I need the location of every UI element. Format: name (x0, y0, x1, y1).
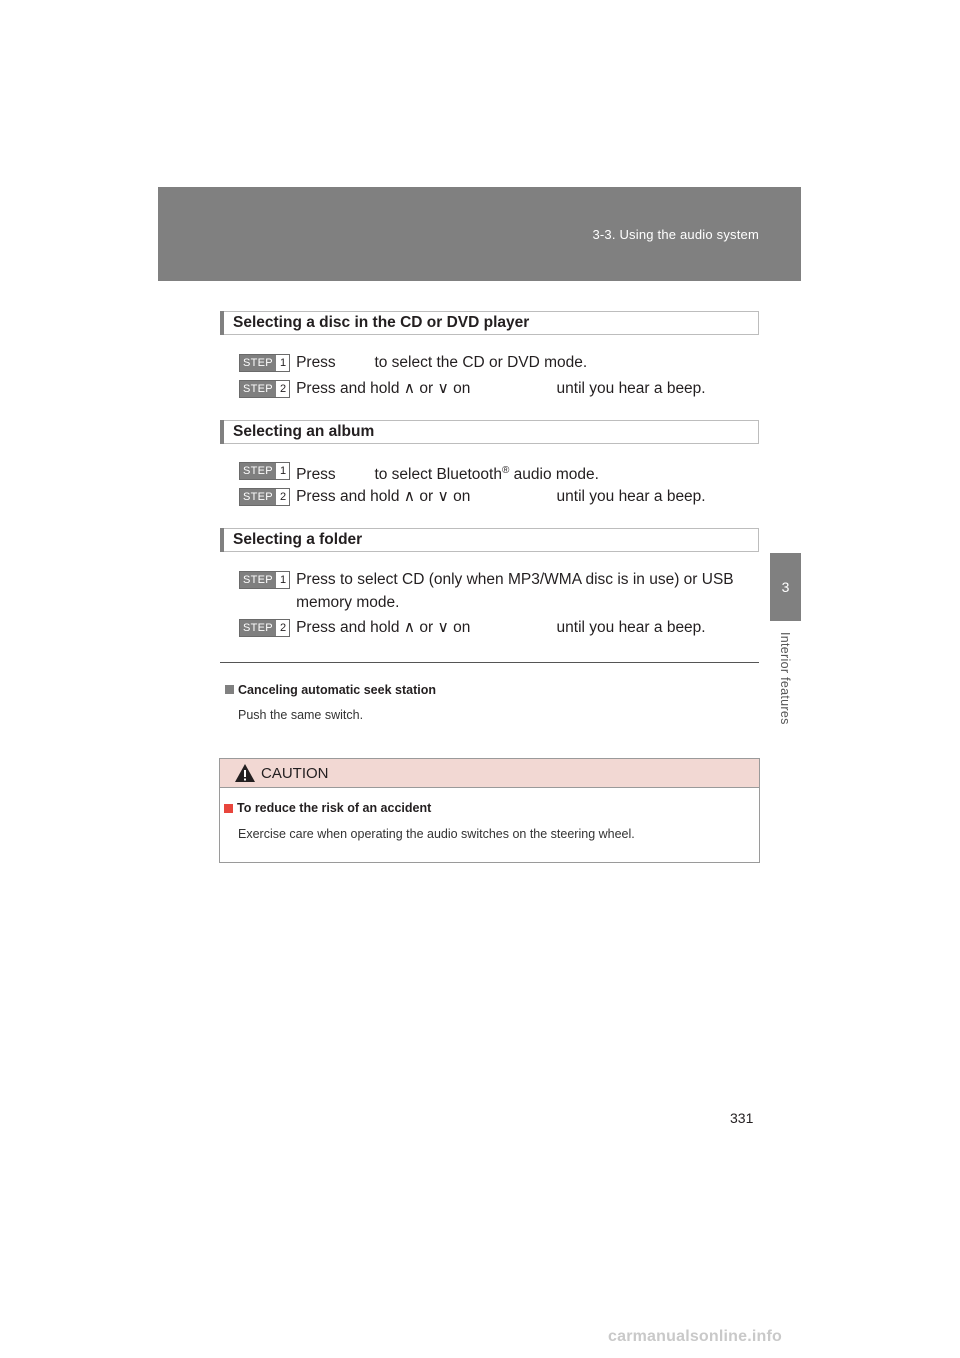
step-row (239, 459, 599, 486)
step-text: Press and hold ∧ or ∨ on until you hear a beep. (296, 488, 706, 505)
step-badge: STEP 1 (239, 462, 290, 480)
step-text: Press to select the CD or DVD mode. (296, 354, 588, 371)
step-row (239, 351, 587, 374)
caution-box (219, 758, 760, 863)
section-album (220, 420, 759, 444)
square-bullet-icon (225, 685, 234, 694)
step-text: Press to select Bluetooth® audio mode. (296, 465, 599, 484)
section-title: Selecting a folder (220, 528, 759, 552)
chapter-label: Interior features (778, 632, 792, 725)
header-title: 3-3. Using the audio system (592, 227, 759, 242)
step-row (239, 485, 706, 508)
chapter-tab: 3 (770, 553, 801, 621)
warning-triangle-icon (234, 763, 256, 783)
step-badge: STEP 1 (239, 354, 290, 372)
watermark: carmanualsonline.info (608, 1328, 783, 1345)
step-text: Press and hold ∧ or ∨ on until you hear a beep. (296, 619, 706, 636)
page-number: 331 (730, 1110, 754, 1126)
caution-title: To reduce the risk of an accident (224, 801, 431, 815)
section-title: Selecting a disc in the CD or DVD player (220, 311, 759, 335)
section-folder (220, 528, 759, 552)
note-title: Canceling automatic seek station (225, 683, 436, 697)
header-band (158, 187, 801, 281)
step-badge: STEP 2 (239, 380, 290, 398)
step-text: Press to select CD (only when MP3/WMA disc is in use) or USB memory mode. (296, 571, 734, 611)
step-text: Press and hold ∧ or ∨ on until you hear a beep. (296, 380, 706, 397)
step-badge: STEP 2 (239, 488, 290, 506)
step-row (239, 568, 760, 614)
step-row (239, 377, 706, 400)
caution-label: CAUTION (261, 764, 329, 782)
divider (220, 662, 759, 663)
step-badge: STEP 1 (239, 571, 290, 589)
note-body: Push the same switch. (238, 708, 364, 722)
step-badge: STEP 2 (239, 619, 290, 637)
caution-body: Exercise care when operating the audio switches on the steering wheel. (238, 827, 635, 841)
section-disc (220, 311, 759, 335)
step-row (239, 616, 706, 639)
caution-header (220, 759, 759, 788)
square-bullet-icon (224, 804, 233, 813)
section-title: Selecting an album (220, 420, 759, 444)
